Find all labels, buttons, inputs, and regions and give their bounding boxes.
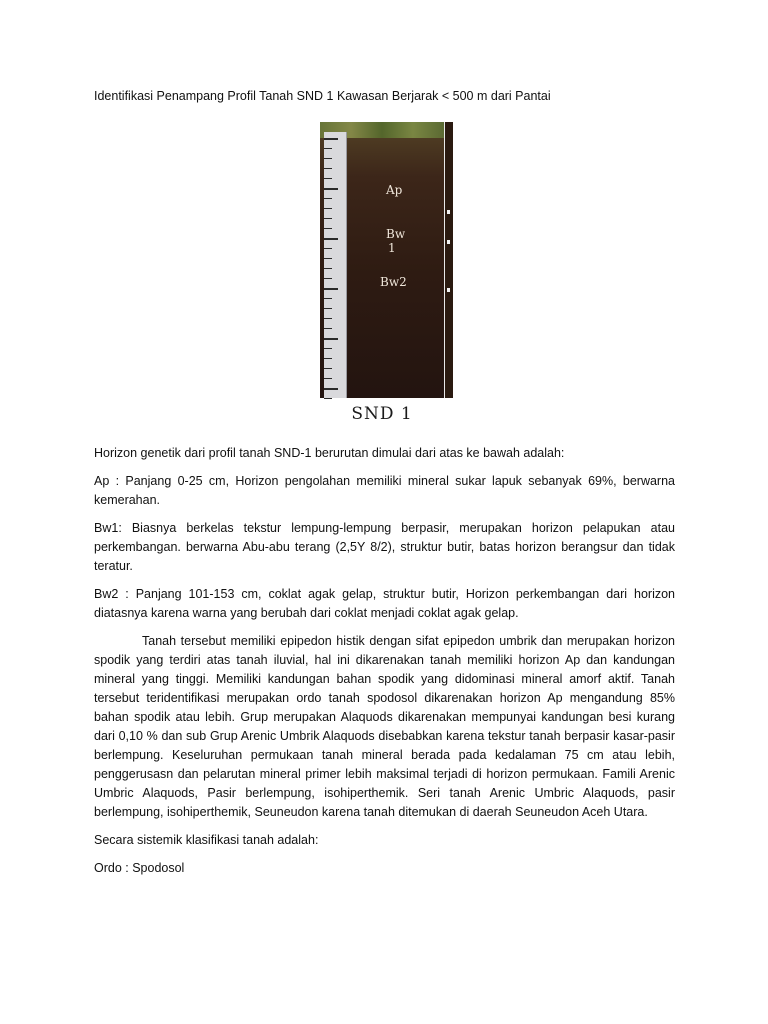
ruler-tick bbox=[324, 148, 332, 149]
ruler-tick bbox=[324, 398, 332, 399]
horizon-label-bw-number: 1 bbox=[388, 241, 396, 255]
ruler-tick bbox=[324, 328, 332, 329]
ruler-tick bbox=[324, 188, 338, 190]
horizon-bw1-paragraph: Bw1: Biasnya berkelas tekstur lempung-lempung berpasir, merupakan horizon pelapukan atau perkembangan. berwarna Abu-abu terang (2,5Y 8/2), struktur butir, batas horizon berangsur dan tidak teratur. bbox=[94, 521, 675, 573]
horizon-label-bw2: Bw2 bbox=[380, 275, 407, 289]
ruler-tick bbox=[324, 368, 332, 369]
classification-intro: Secara sistemik klasifikasi tanah adalah: bbox=[94, 833, 319, 847]
ruler-tick bbox=[324, 308, 332, 309]
horizon-ap-paragraph: Ap : Panjang 0-25 cm, Horizon pengolahan memiliki mineral sukar lapuk sebanyak 69%, berwarna kemerahan. bbox=[94, 474, 675, 507]
ruler-tick bbox=[324, 198, 332, 199]
ruler-tick bbox=[324, 388, 338, 390]
ruler-tick bbox=[324, 178, 332, 179]
ruler-tick bbox=[324, 258, 332, 259]
ruler-tick bbox=[324, 318, 332, 319]
horizon-bw2-paragraph: Bw2 : Panjang 101-153 cm, coklat agak gelap, struktur butir, Horizon perkembangan dari horizon diatasnya karena warna yang berubah dari coklat menjadi coklat agak gelap. bbox=[94, 587, 675, 620]
strip-marker bbox=[447, 210, 450, 214]
soil-profile-photo bbox=[320, 122, 444, 398]
ruler-tick bbox=[324, 278, 332, 279]
horizon-label-bw: Bw bbox=[386, 227, 406, 241]
ruler-tick bbox=[324, 138, 338, 140]
ruler-tick bbox=[324, 158, 332, 159]
document-body bbox=[94, 444, 675, 887]
ruler-tick bbox=[324, 348, 332, 349]
ruler-tick bbox=[324, 168, 332, 169]
intro-paragraph: Horizon genetik dari profil tanah SND-1 berurutan dimulai dari atas ke bawah adalah: bbox=[94, 446, 565, 460]
ruler-tick bbox=[324, 268, 332, 269]
ruler-tick bbox=[324, 238, 338, 240]
ruler-tick bbox=[324, 338, 338, 340]
document-title: Identifikasi Penampang Profil Tanah SND 1 Kawasan Berjarak < 500 m dari Pantai bbox=[94, 89, 551, 103]
figure-caption: SND 1 bbox=[351, 404, 413, 424]
ruler-tick bbox=[324, 358, 332, 359]
profile-side-strip bbox=[444, 122, 453, 398]
ruler-tick bbox=[324, 248, 332, 249]
ruler-tick bbox=[324, 228, 332, 229]
horizon-label-ap: Ap bbox=[386, 183, 403, 197]
strip-marker bbox=[447, 240, 450, 244]
strip-marker bbox=[447, 288, 450, 292]
measuring-ruler bbox=[324, 132, 347, 398]
ruler-tick bbox=[324, 288, 338, 290]
ruler-tick bbox=[324, 298, 332, 299]
soil-profile-figure bbox=[320, 122, 452, 422]
discussion-paragraph: Tanah tersebut memiliki epipedon histik dengan sifat epipedon umbrik dan merupakan horizon spodik yang terdiri atas tanah iluvial, hal ini dikarenakan tanah memiliki horizon Ap dan kandungan mineral yang tinggi. Memiliki kandungan bahan spodik yang didominasi mineral amorf aktif. Tanah tersebut teridentifikasi merupakan ordo tanah spodosol dikarenakan horizon Ap mengandung 85% bahan spodik atau lebih. Grup merupakan Alaquods dikarenakan mempunyai kandungan besi kurang dari 0,10 % dan sub Grup Arenic Umbrik Alaquods disebabkan karena tekstur tanah berpasir kasar-pasir berlempung. Keseluruhan permukaan tanah mineral berada pada kedalaman 75 cm atau lebih, penggerusasn dan pelarutan mineral primer lebih maksimal terjadi di horizon permukaan. Famili Arenic Umbric Alaquods, Pasir berlempung, isohiperthemik. Seri tanah Arenic Umbric Alaquods, pasir berlempung, isohiperthemik, Seuneudon karena tanah ditemukan di daerah Seuneudon Aceh Utara. bbox=[94, 634, 675, 819]
ruler-tick bbox=[324, 378, 332, 379]
ruler-tick bbox=[324, 208, 332, 209]
ordo-line: Ordo : Spodosol bbox=[94, 861, 185, 875]
ruler-tick bbox=[324, 218, 332, 219]
